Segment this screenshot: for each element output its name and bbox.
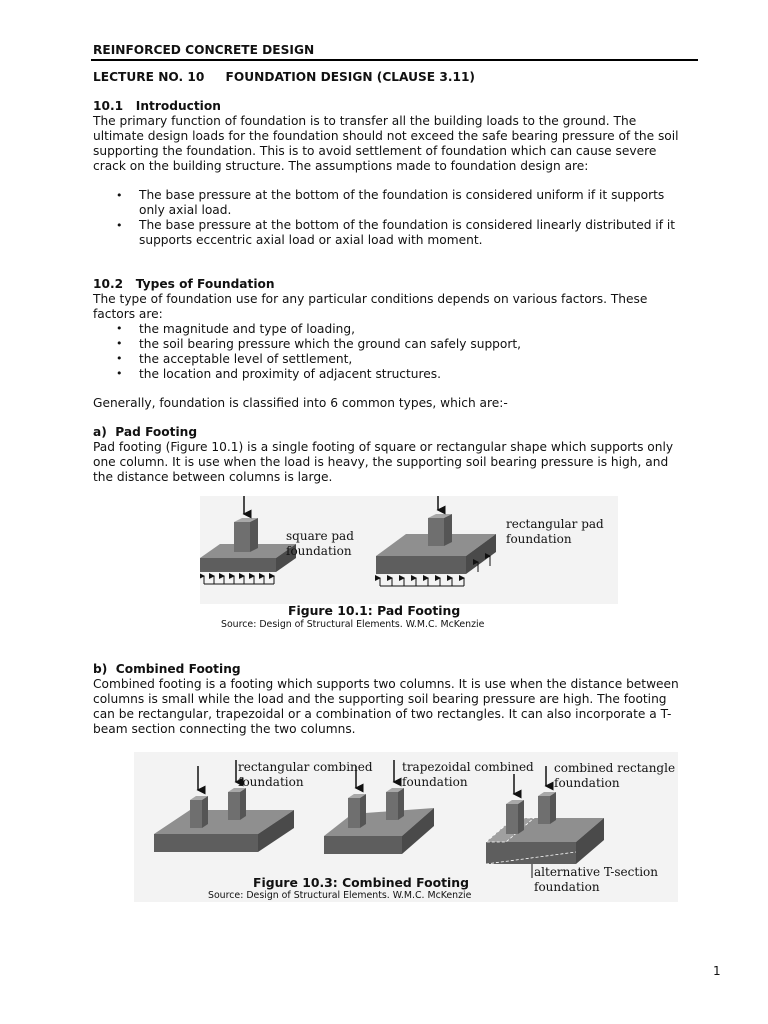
intro-line: supporting the foundation. This is to avoid settlement of foundation which can cause severe (93, 144, 657, 158)
page-number: 1 (713, 964, 721, 978)
types-bullet: the soil bearing pressure which the ground can safely support, (139, 337, 522, 351)
intro-bullet: supports eccentric axial load or axial load with moment. (139, 233, 483, 247)
header-rule (91, 59, 698, 61)
figure-10-1-title: Figure 10.1: Pad Footing (288, 603, 461, 618)
intro-line: ultimate design loads for the foundation should not exceed the safe bearing pressure of the soil (93, 129, 679, 143)
trapezoidal-combined-label: trapezoidal combined (402, 760, 534, 774)
trapezoidal-combined-label: foundation (402, 775, 468, 789)
lecture-title: LECTURE NO. 10 FOUNDATION DESIGN (CLAUSE 3.11) (93, 70, 475, 84)
square-pad-drawing (200, 496, 296, 584)
types-line: factors are: (93, 307, 163, 321)
combined-line: Combined footing is a footing which supports two columns. It is use when the distance between (93, 677, 679, 691)
intro-bullet: The base pressure at the bottom of the foundation is considered linearly distributed if it (139, 218, 676, 232)
pad-line: the distance between columns is large. (93, 470, 333, 484)
types-line: The type of foundation use for any particular conditions depends on various factors. These (93, 292, 648, 306)
rectangular-pad-label: foundation (506, 532, 572, 546)
combined-line: beam section connecting the two columns. (93, 722, 356, 736)
square-pad-label: square pad (286, 529, 354, 543)
rectangular-pad-drawing (376, 496, 496, 586)
combined-heading: b) Combined Footing (93, 662, 241, 676)
intro-bullet: The base pressure at the bottom of the foundation is considered uniform if it supports (139, 188, 665, 202)
rectangular-pad-label: rectangular pad (506, 517, 604, 531)
t-section-label: alternative T-section (534, 865, 658, 879)
pad-line: Pad footing (Figure 10.1) is a single footing of square or rectangular shape which supports only (93, 440, 674, 454)
intro-bullet: only axial load. (139, 203, 232, 217)
intro-line: The primary function of foundation is to transfer all the building loads to the ground. The (93, 114, 637, 128)
combined-line: columns is small while the load and the supporting soil bearing pressure are high. The footing (93, 692, 667, 706)
rectangular-combined-label: foundation (238, 775, 304, 789)
combined-rectangle-label: foundation (554, 776, 620, 790)
pad-line: one column. It is use when the load is heavy, the supporting soil bearing pressure is high, and (93, 455, 669, 469)
course-title: REINFORCED CONCRETE DESIGN (93, 43, 315, 57)
types-heading: 10.2 Types of Foundation (93, 277, 275, 291)
types-bullet: the acceptable level of settlement, (139, 352, 353, 366)
bullet-dot: • (116, 337, 123, 350)
square-pad-label: foundation (286, 544, 352, 558)
types-classified: Generally, foundation is classified into 6 common types, which are:- (93, 396, 508, 410)
figure-10-3-title: Figure 10.3: Combined Footing (253, 875, 469, 890)
figure-10-1-source: Source: Design of Structural Elements. W.M.C. McKenzie (221, 619, 485, 630)
pad-footing-figure (200, 496, 618, 604)
bullet-dot: • (116, 322, 123, 335)
intro-heading: 10.1 Introduction (93, 99, 221, 113)
bullet-dot: • (116, 367, 123, 380)
rectangular-combined-label: rectangular combined (238, 760, 373, 774)
t-section-label: foundation (534, 880, 600, 894)
bullet-dot: • (116, 352, 123, 365)
intro-line: crack on the building structure. The assumptions made to foundation design are: (93, 159, 589, 173)
combined-rectangle-label: combined rectangle (554, 761, 676, 775)
pad-footing-diagram (200, 496, 618, 604)
bullet-dot: • (116, 189, 123, 202)
pad-heading: a) Pad Footing (93, 425, 198, 439)
types-bullet: the magnitude and type of loading, (139, 322, 355, 336)
bullet-dot: • (116, 219, 123, 232)
types-bullet: the location and proximity of adjacent structures. (139, 367, 441, 381)
combined-line: can be rectangular, trapezoidal or a combination of two rectangles. It can also incorporate a T- (93, 707, 672, 721)
figure-10-3-source: Source: Design of Structural Elements. W.M.C. McKenzie (208, 890, 472, 901)
